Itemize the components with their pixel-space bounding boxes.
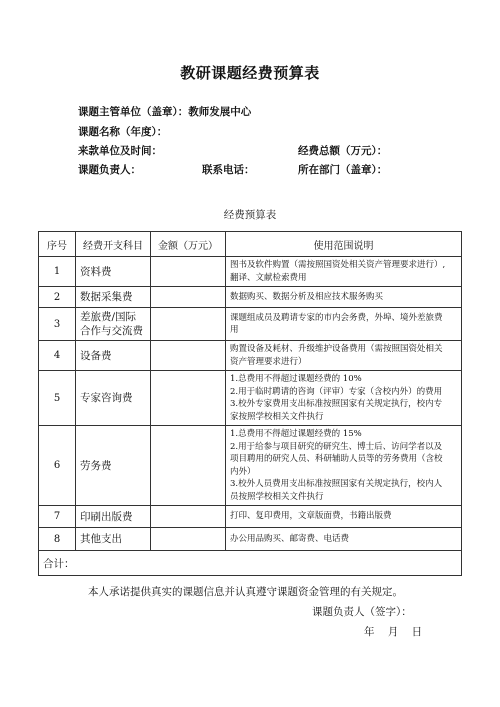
table-caption: 经费预算表 (223, 209, 277, 221)
total-label: 合计： (39, 551, 462, 576)
usage-description-line: 内外） (230, 466, 256, 477)
table-row (39, 308, 462, 341)
usage-description (226, 528, 462, 551)
usage-description (226, 287, 462, 308)
usage-description-line: 课题组成员及聘请专家的市内会务费，外埠、境外差旅费 (230, 312, 443, 323)
usage-description-line: 1.总费用不得超过课题经费的 10% (230, 374, 362, 384)
pledge-statement: 本人承诺提供真实的课题信息并认真遵守课题资金管理的有关规定。 (88, 586, 403, 598)
document-title: 教研课题经费预算表 (180, 64, 320, 82)
usage-description-line: 家按照学校相关文件执行 (230, 411, 324, 422)
usage-description-line: 图书及软件购置（需按照国资处相关资产管理要求进行）, (230, 260, 446, 270)
table-row (39, 287, 462, 308)
usage-description (226, 341, 462, 371)
usage-description (226, 257, 462, 287)
table-row (39, 341, 462, 371)
supervising-unit: 课题主管单位（盖章）：教师发展中心 (78, 106, 252, 118)
table-row (39, 426, 462, 506)
amount-cell[interactable] (151, 506, 226, 528)
usage-description-line: 2.用于给参与项目研究的研究生、博士后、访问学者以及 (230, 441, 443, 452)
date-label: 年 月 日 (364, 626, 423, 638)
usage-description-line: 办公用品购买、邮寄费、电话费 (230, 533, 350, 544)
amount-cell[interactable] (151, 426, 226, 506)
amount-cell[interactable] (151, 371, 226, 426)
row-number: 2 (39, 287, 76, 308)
col-header-scope: 使用范围说明 (226, 232, 462, 257)
expense-item: 其他支出 (76, 528, 151, 551)
row-number: 7 (39, 506, 76, 528)
usage-description-line: 翻译、文献检索费用 (230, 272, 307, 283)
usage-description (226, 371, 462, 426)
amount-cell[interactable] (151, 257, 226, 287)
expense-item: 数据采集费 (76, 287, 151, 308)
table-row (39, 506, 462, 528)
usage-description-line: 打印、复印费用，文章版面费，书籍出版费 (230, 511, 392, 522)
total-amount-label: 经费总额（万元）： (298, 145, 388, 157)
usage-description (226, 308, 462, 341)
usage-description-line: 员按照学校相关文件执行 (230, 491, 324, 502)
department-label: 所在部门（盖章）： (298, 164, 388, 176)
project-leader-label: 课题负责人： (78, 164, 141, 176)
expense-item: 劳务费 (76, 426, 151, 506)
col-header-item: 经费开支科目 (76, 232, 151, 257)
budget-table (38, 231, 462, 576)
amount-cell[interactable] (151, 287, 226, 308)
expense-item: 资料费 (76, 257, 151, 287)
row-number: 4 (39, 341, 76, 371)
expense-item: 专家咨询费 (76, 371, 151, 426)
usage-description-line: 用 (230, 325, 239, 335)
amount-cell[interactable] (151, 341, 226, 371)
usage-description-line: 2.用于临时聘请的咨询（评审）专家（含校内外）的费用 (230, 386, 443, 397)
usage-description (226, 506, 462, 528)
table-row (39, 371, 462, 426)
expense-item: 印刷出版费 (76, 506, 151, 528)
usage-description-line: 3.校外专家费用支出标准按照国家有关规定执行，校内专 (230, 399, 443, 409)
expense-item: 差旅费/国际合作与交流费 (76, 308, 151, 341)
amount-cell[interactable] (151, 308, 226, 341)
signature-label: 课题负责人（签字）： (312, 606, 412, 618)
usage-description-line: 3.校外人员费用支出标准按照国家有关规定执行，校内人 (230, 479, 443, 489)
phone-label: 联系电话： (202, 164, 255, 176)
usage-description-line: 购置设备及耗材、升级维护设备费用（需按照国资处相关 (230, 344, 443, 354)
usage-description-line: 资产管理要求进行） (230, 356, 307, 367)
row-number: 1 (39, 257, 76, 287)
row-number: 3 (39, 308, 76, 341)
fund-source-label: 来款单位及时间： (78, 145, 162, 157)
amount-cell[interactable] (151, 528, 226, 551)
usage-description-line: 1.总费用不得超过课题经费的 15% (230, 429, 362, 439)
total-row (39, 551, 462, 576)
project-name-label: 课题名称（年度）： (78, 126, 168, 138)
expense-item: 设备费 (76, 341, 151, 371)
col-header-amount: 金额（万元） (151, 232, 226, 257)
table-row (39, 257, 462, 287)
table-header-row (39, 232, 462, 257)
row-number: 5 (39, 371, 76, 426)
row-number: 6 (39, 426, 76, 506)
usage-description-line: 数据购买、数据分析及相应技术服务购买 (230, 291, 384, 302)
table-row (39, 528, 462, 551)
usage-description-line: 项目聘用的研究人员、科研辅助人员等的劳务费用（含校 (230, 454, 443, 464)
col-header-no: 序号 (39, 232, 76, 257)
row-number: 8 (39, 528, 76, 551)
usage-description (226, 426, 462, 506)
